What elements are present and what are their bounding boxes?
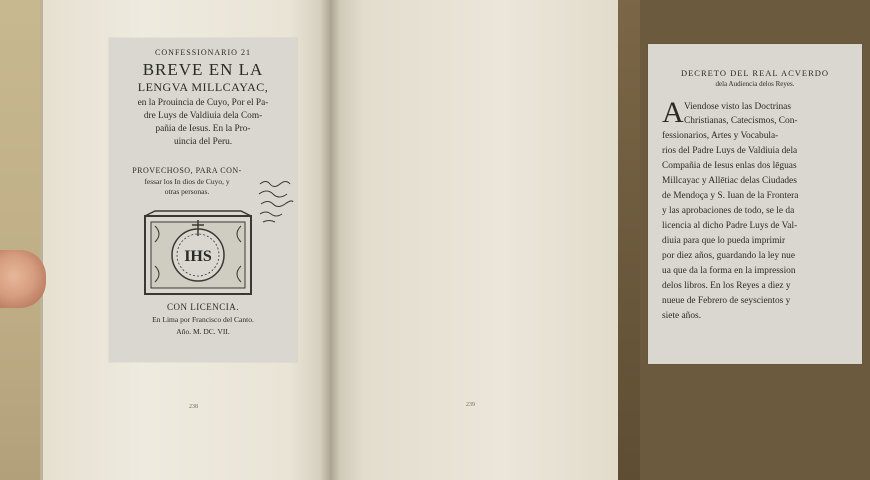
- decree-line: delos libros. En los Reyes a diez y: [662, 281, 791, 291]
- book-gutter: [320, 0, 340, 480]
- right-page: [330, 0, 830, 480]
- plate-body-line: pañia de Iesus. En la Pro-: [155, 124, 251, 134]
- decree-line: Compañia de Iesus enlas dos lēguas: [662, 161, 797, 171]
- decree-line: siete años.: [662, 311, 702, 321]
- plate-provechoso-line: PROVECHOSO, PARA CON-: [132, 166, 242, 175]
- decree-line: ua que da la forma en la impression: [662, 266, 796, 276]
- facsimile-title-page: [109, 38, 297, 362]
- left-page: [40, 0, 333, 480]
- open-book: [34, 0, 830, 480]
- plate-subtitle: LENGVA MILLCAYAC,: [137, 80, 269, 94]
- decree-line: y las aprobaciones de todo, se le da: [662, 206, 795, 216]
- decree-line: licencia al dicho Padre Luys de Val-: [662, 221, 798, 231]
- plate-body-line: dre Luys de Valdiuia dela Com-: [143, 111, 263, 121]
- plate-license: CON LICENCIA.: [167, 302, 239, 312]
- decree-line: fessionarios, Artes y Vocabula-: [662, 131, 779, 141]
- plate-header: CONFESSIONARIO 21: [155, 48, 251, 57]
- plate-year: Año. M. DC. VII.: [176, 327, 230, 336]
- plate-imprint: En Lima por Francisco del Canto.: [152, 315, 254, 324]
- plate-title: BREVE EN LA: [142, 60, 264, 79]
- decree-line: por diez años, guardando la ley nue: [662, 251, 796, 261]
- plate-provechoso-line: fessar los In dios de Cuyo, y: [144, 177, 230, 186]
- facsimile-decree-page: [648, 44, 862, 364]
- plate-body-line: en la Prouincia de Cuyo, Por el Pa-: [137, 98, 269, 108]
- decree-drop-cap: A: [662, 96, 684, 129]
- ihs-emblem-icon: [143, 210, 253, 296]
- page-number-left: 238: [189, 404, 198, 410]
- decree-line: Millcayac y Allētiac delas Ciudades: [662, 176, 797, 186]
- decree-line: Christianas, Catecismos, Con-: [684, 116, 798, 126]
- handwritten-annotation-icon: [257, 176, 297, 228]
- page-number-right: 239: [466, 402, 475, 408]
- decree-line: rios del Padre Luys de Valdiuia dela: [662, 146, 798, 156]
- plate-body-line: uincia del Peru.: [173, 137, 233, 147]
- decree-line: nueue de Febrero de seyscientos y: [662, 296, 791, 306]
- decree-subtitle: dela Audiencia delos Reyes.: [715, 80, 795, 88]
- plate-provechoso-line: otras personas.: [164, 187, 210, 196]
- decree-title: DECRETO DEL REAL ACVERDO: [680, 68, 830, 78]
- thumb-holding-page: [0, 250, 46, 308]
- emblem-text: IHS: [184, 248, 212, 265]
- decree-line: diuia para que lo pueda imprimir: [662, 236, 786, 246]
- decree-line: Viendose visto las Doctrinas: [684, 102, 791, 112]
- decree-line: de Mendoça y S. Iuan de la Frontera: [662, 191, 799, 201]
